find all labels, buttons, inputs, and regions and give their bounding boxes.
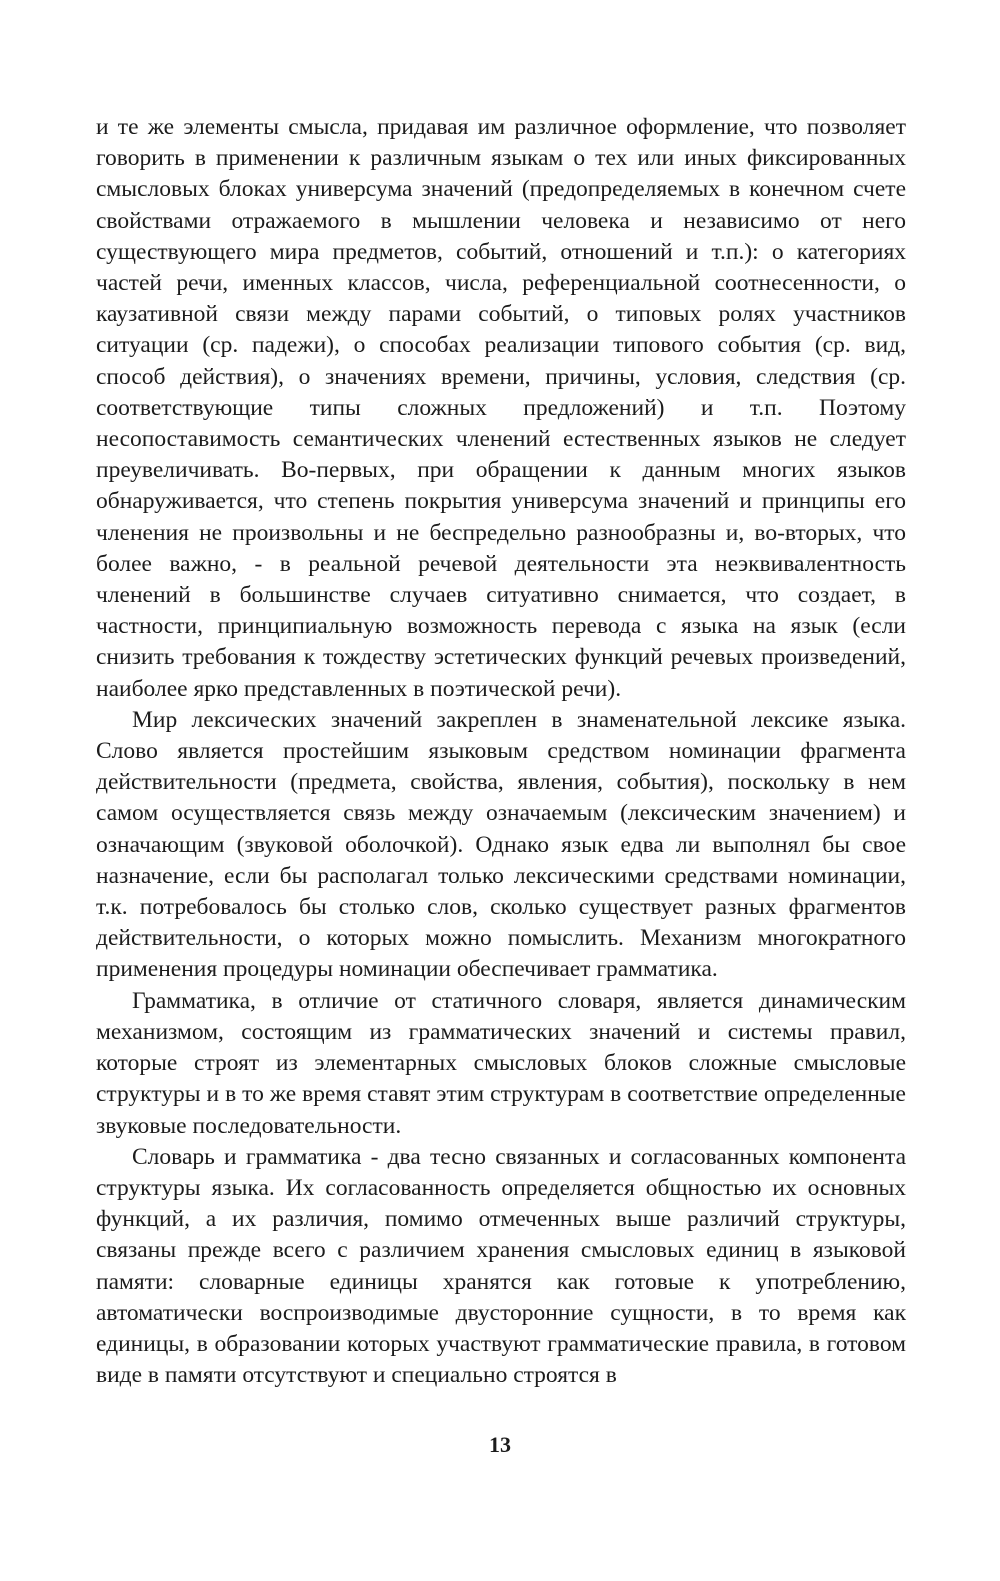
paragraph-lexical-meanings: Мир лексических значений закреплен в знаменательной лексике языка. Слово является простейшим языковым средством номинации фрагмента действительности (предмета, свойства, явления, события), поскольку в нем самом осуществляется связь между означаемым (лексическим значением) и означающим (звуковой оболочкой). Однако язык едва ли выполнял бы свое назначение, если бы располагал только лексическими средствами номинации, т.к. потребовалось бы столько слов, сколько существует разных фрагментов действительности, о которых можно помыслить. Механизм многократного применения процедуры номинации обеспечивает грамматика.	[96, 706, 906, 983]
paragraph-dictionary-and-grammar: Словарь и грамматика - два тесно связанных и согласованных компонента структуры языка. Их согласованность определяется общностью их основных функций, а их различия, помимо отмеченных выше различий структуры, связаны прежде всего с различием хранения смысловых единиц в языковой памяти: словарные единицы хранятся как готовые к употреблению, автоматически воспроизводимые двусторонние сущности, в то время как единицы, в образовании которых участвуют грамматические правила, в готовом виде в памяти отсутствуют и специально строятся в	[96, 1143, 906, 1389]
body-text	[96, 112, 906, 1391]
paragraph-grammar: Грамматика, в отличие от статичного словаря, является динамическим механизмом, состоящим из грамматических значений и системы правил, которые строят из элементарных смысловых блоков сложные смысловые структуры и в то же время ставят этим структурам в соответствие определенные звуковые последовательности.	[96, 987, 906, 1139]
paragraph-continuation: и те же элементы смысла, придавая им различное оформление, что позволяет говорить в применении к различным языкам о тех или иных фиксированных смысловых блоках универсума значений (предопределяемых в конечном счете свойствами отражаемого в мышлении человека и независимо от него существующего мира предметов, событий, отношений и т.п.): о категориях частей речи, именных классов, числа, референциальной соотнесенности, о каузативной связи между парами событий, о типовых ролях участников ситуации (ср. падежи), о способах реализации типового события (ср. вид, способ действия), о значениях времени, причины, условия, следствия (ср. соответствующие типы сложных предложений) и т.п. Поэтому несопоставимость семантических членений естественных языков не следует преувеличивать. Во-первых, при обращении к данным многих языков обнаруживается, что степень покрытия универсума значений и принципы его членения не произвольны и не беспредельно разнообразны и, во-вторых, что более важно, - в реальной речевой деятельности эта неэквивалентность членений в большинстве случаев ситуативно снимается, что создает, в частности, принципиальную возможность перевода с языка на язык (если снизить требования к тождеству эстетических функций речевых произведений, наиболее ярко представленных в поэтической речи).	[96, 114, 906, 702]
page-number: 13	[489, 1432, 511, 1457]
